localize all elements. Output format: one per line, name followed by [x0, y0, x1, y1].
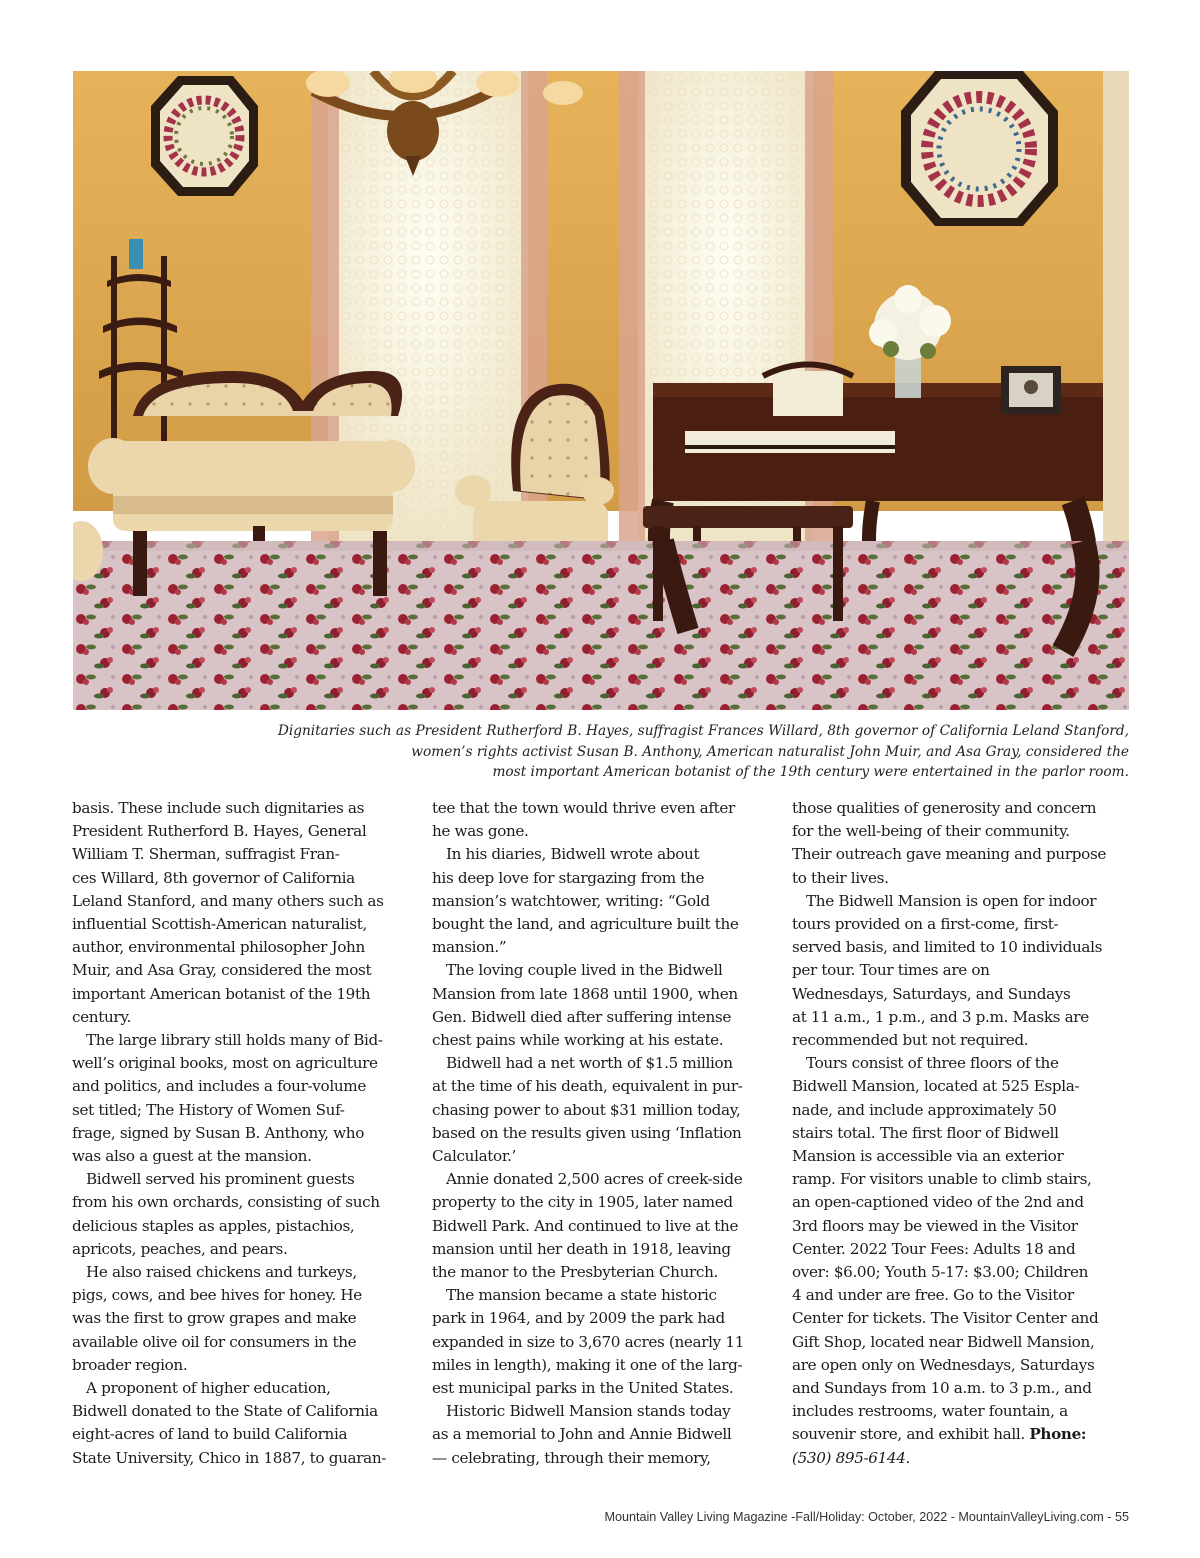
text-line: Muir, and Asa Gray, considered the most: [72, 961, 372, 980]
text-line: Gift Shop, located near Bidwell Mansion,: [792, 1332, 1095, 1351]
text-line: century.: [72, 1007, 132, 1026]
text-line: frage, signed by Susan B. Anthony, who: [72, 1123, 364, 1142]
text-line: delicious staples as apples, pistachios,: [72, 1216, 355, 1235]
text-line: at 11 a.m., 1 p.m., and 3 p.m. Masks are: [792, 1007, 1089, 1026]
text-line: chasing power to about $31 million today,: [432, 1100, 741, 1119]
text-line: stairs total. The first floor of Bidwell: [792, 1123, 1059, 1142]
text-line: Mansion from late 1868 until 1900, when: [432, 984, 738, 1003]
text-line: author, environmental philosopher John: [72, 938, 365, 957]
text-line: mansion.”: [432, 938, 507, 957]
text-line: property to the city in 1905, later named: [432, 1193, 733, 1212]
text-line: bought the land, and agriculture built the: [432, 915, 739, 934]
text-line: Center for tickets. The Visitor Center and: [792, 1309, 1099, 1328]
text-line: Calculator.’: [432, 1147, 517, 1166]
text-line: influential Scottish-American naturalist,: [72, 915, 367, 934]
text-line: per tour. Tour times are on: [792, 961, 990, 980]
text-line: tee that the town would thrive even after: [432, 799, 735, 817]
text-line: mansion’s watchtower, writing: “Gold: [432, 891, 710, 910]
text-line: ramp. For visitors unable to climb stairs,: [792, 1170, 1092, 1189]
text-line: State University, Chico in 1887, to guaran-: [72, 1448, 387, 1467]
text-line: set titled; The History of Women Suf-: [72, 1100, 345, 1119]
text-line: Bidwell Mansion, located at 525 Espla-: [792, 1077, 1080, 1096]
text-line: those qualities of generosity and concern: [792, 799, 1097, 817]
text-line: Bidwell Park. And continued to live at the: [432, 1216, 739, 1235]
phone-label: Phone:: [1029, 1425, 1087, 1444]
phone-number: (530) 895-6144: [792, 1448, 906, 1467]
article-column-1: [72, 797, 417, 1470]
text-line: was also a guest at the mansion.: [72, 1147, 312, 1166]
text-line: served basis, and limited to 10 individuals: [792, 938, 1103, 957]
text-line: Their outreach gave meaning and purpose: [792, 845, 1107, 864]
text-line: well’s original books, most on agriculture: [72, 1054, 378, 1073]
text-line: The mansion became a state historic: [446, 1286, 717, 1305]
text-line: as a memorial to John and Annie Bidwell: [432, 1425, 732, 1444]
text-line: eight-acres of land to build California: [72, 1425, 348, 1444]
text-line: Annie donated 2,500 acres of creek-side: [446, 1170, 743, 1189]
text-line: President Rutherford B. Hayes, General: [72, 822, 367, 841]
article-column-3: [792, 797, 1137, 1470]
text-line: Gen. Bidwell died after suffering intense: [432, 1007, 731, 1026]
text-line: The loving couple lived in the Bidwell: [446, 961, 723, 980]
caption-line: women’s rights activist Susan B. Anthony, American naturalist John Muir, and Asa Gray, considered the: [411, 743, 1129, 760]
text-line: at the time of his death, equivalent in pur-: [432, 1077, 743, 1096]
text-line: his deep love for stargazing from the: [432, 868, 705, 887]
text-line: expanded in size to 3,670 acres (nearly 11: [432, 1332, 745, 1351]
parlor-room-photo: [73, 71, 1129, 710]
text-line: Tours consist of three floors of the: [806, 1054, 1059, 1073]
text-line: the manor to the Presbyterian Church.: [432, 1263, 718, 1282]
text-line: over: $6.00; Youth 5-17: $3.00; Children: [792, 1263, 1089, 1282]
text-line: important American botanist of the 19th: [72, 984, 371, 1003]
text-line: est municipal parks in the United States.: [432, 1379, 734, 1398]
text-line: In his diaries, Bidwell wrote about: [446, 845, 700, 864]
text-line: was the first to grow grapes and make: [72, 1309, 357, 1328]
text-line: broader region.: [72, 1355, 188, 1374]
text-line: Bidwell donated to the State of California: [72, 1402, 378, 1421]
text-line: includes restrooms, water fountain, a: [792, 1402, 1068, 1421]
text-line: Bidwell served his prominent guests: [86, 1170, 355, 1189]
sentence-end: .: [905, 1448, 911, 1467]
text-line: he was gone.: [432, 822, 529, 841]
text-line: Wednesdays, Saturdays, and Sundays: [792, 984, 1071, 1003]
caption-line: Dignitaries such as President Rutherford B. Hayes, suffragist Frances Willard, 8th governor of California Leland Stanford,: [277, 723, 1129, 739]
text-line: [792, 1447, 1137, 1470]
text-line: for the well-being of their community.: [792, 822, 1070, 841]
text-line: nade, and include approximately 50: [792, 1100, 1057, 1119]
text-line: — celebrating, through their memory,: [432, 1448, 711, 1467]
text-line: an open-captioned video of the 2nd and: [792, 1193, 1084, 1212]
text-line: 4 and under are free. Go to the Visitor: [792, 1286, 1074, 1305]
text-line: and politics, and includes a four-volume: [72, 1077, 366, 1096]
text-line: A proponent of higher education,: [86, 1379, 331, 1398]
text-line: basis. These include such dignitaries as: [72, 799, 365, 817]
text-line: based on the results given using ‘Inflation: [432, 1123, 742, 1142]
text-line: He also raised chickens and turkeys,: [86, 1263, 357, 1282]
souvenir-text: souvenir store, and exhibit hall.: [792, 1425, 1030, 1444]
text-line: [792, 1423, 1137, 1446]
text-line: Leland Stanford, and many others such as: [72, 891, 384, 910]
text-line: available olive oil for consumers in the: [72, 1332, 357, 1351]
text-line: to their lives.: [792, 868, 889, 887]
caption-line: most important American botanist of the 19th century were entertained in the parlor room.: [492, 764, 1129, 780]
photo-caption: [200, 721, 1129, 783]
text-line: recommended but not required.: [792, 1031, 1029, 1050]
text-line: William T. Sherman, suffragist Fran-: [72, 845, 340, 864]
text-line: Mansion is accessible via an exterior: [792, 1147, 1064, 1166]
page-footer: Mountain Valley Living Magazine -Fall/Holiday: October, 2022 - MountainValleyLiving.com - 55: [604, 1510, 1129, 1524]
text-line: The Bidwell Mansion is open for indoor: [806, 891, 1097, 910]
text-line: 3rd floors may be viewed in the Visitor: [792, 1216, 1078, 1235]
text-line: Historic Bidwell Mansion stands today: [446, 1402, 731, 1421]
text-line: park in 1964, and by 2009 the park had: [432, 1309, 725, 1328]
text-line: pigs, cows, and bee hives for honey. He: [72, 1286, 362, 1305]
text-line: ces Willard, 8th governor of California: [72, 868, 355, 887]
text-line: from his own orchards, consisting of such: [72, 1193, 380, 1212]
text-line: mansion until her death in 1918, leaving: [432, 1239, 731, 1258]
article-column-2: [432, 797, 777, 1470]
text-line: are open only on Wednesdays, Saturdays: [792, 1355, 1095, 1374]
text-line: miles in length), making it one of the larg-: [432, 1355, 743, 1374]
text-line: Bidwell had a net worth of $1.5 million: [446, 1054, 733, 1073]
text-line: Center. 2022 Tour Fees: Adults 18 and: [792, 1239, 1076, 1258]
text-line: chest pains while working at his estate.: [432, 1031, 724, 1050]
text-line: and Sundays from 10 a.m. to 3 p.m., and: [792, 1379, 1092, 1398]
text-line: The large library still holds many of Bid-: [86, 1031, 383, 1050]
text-line: tours provided on a first-come, first-: [792, 915, 1059, 934]
text-line: apricots, peaches, and pears.: [72, 1239, 288, 1258]
